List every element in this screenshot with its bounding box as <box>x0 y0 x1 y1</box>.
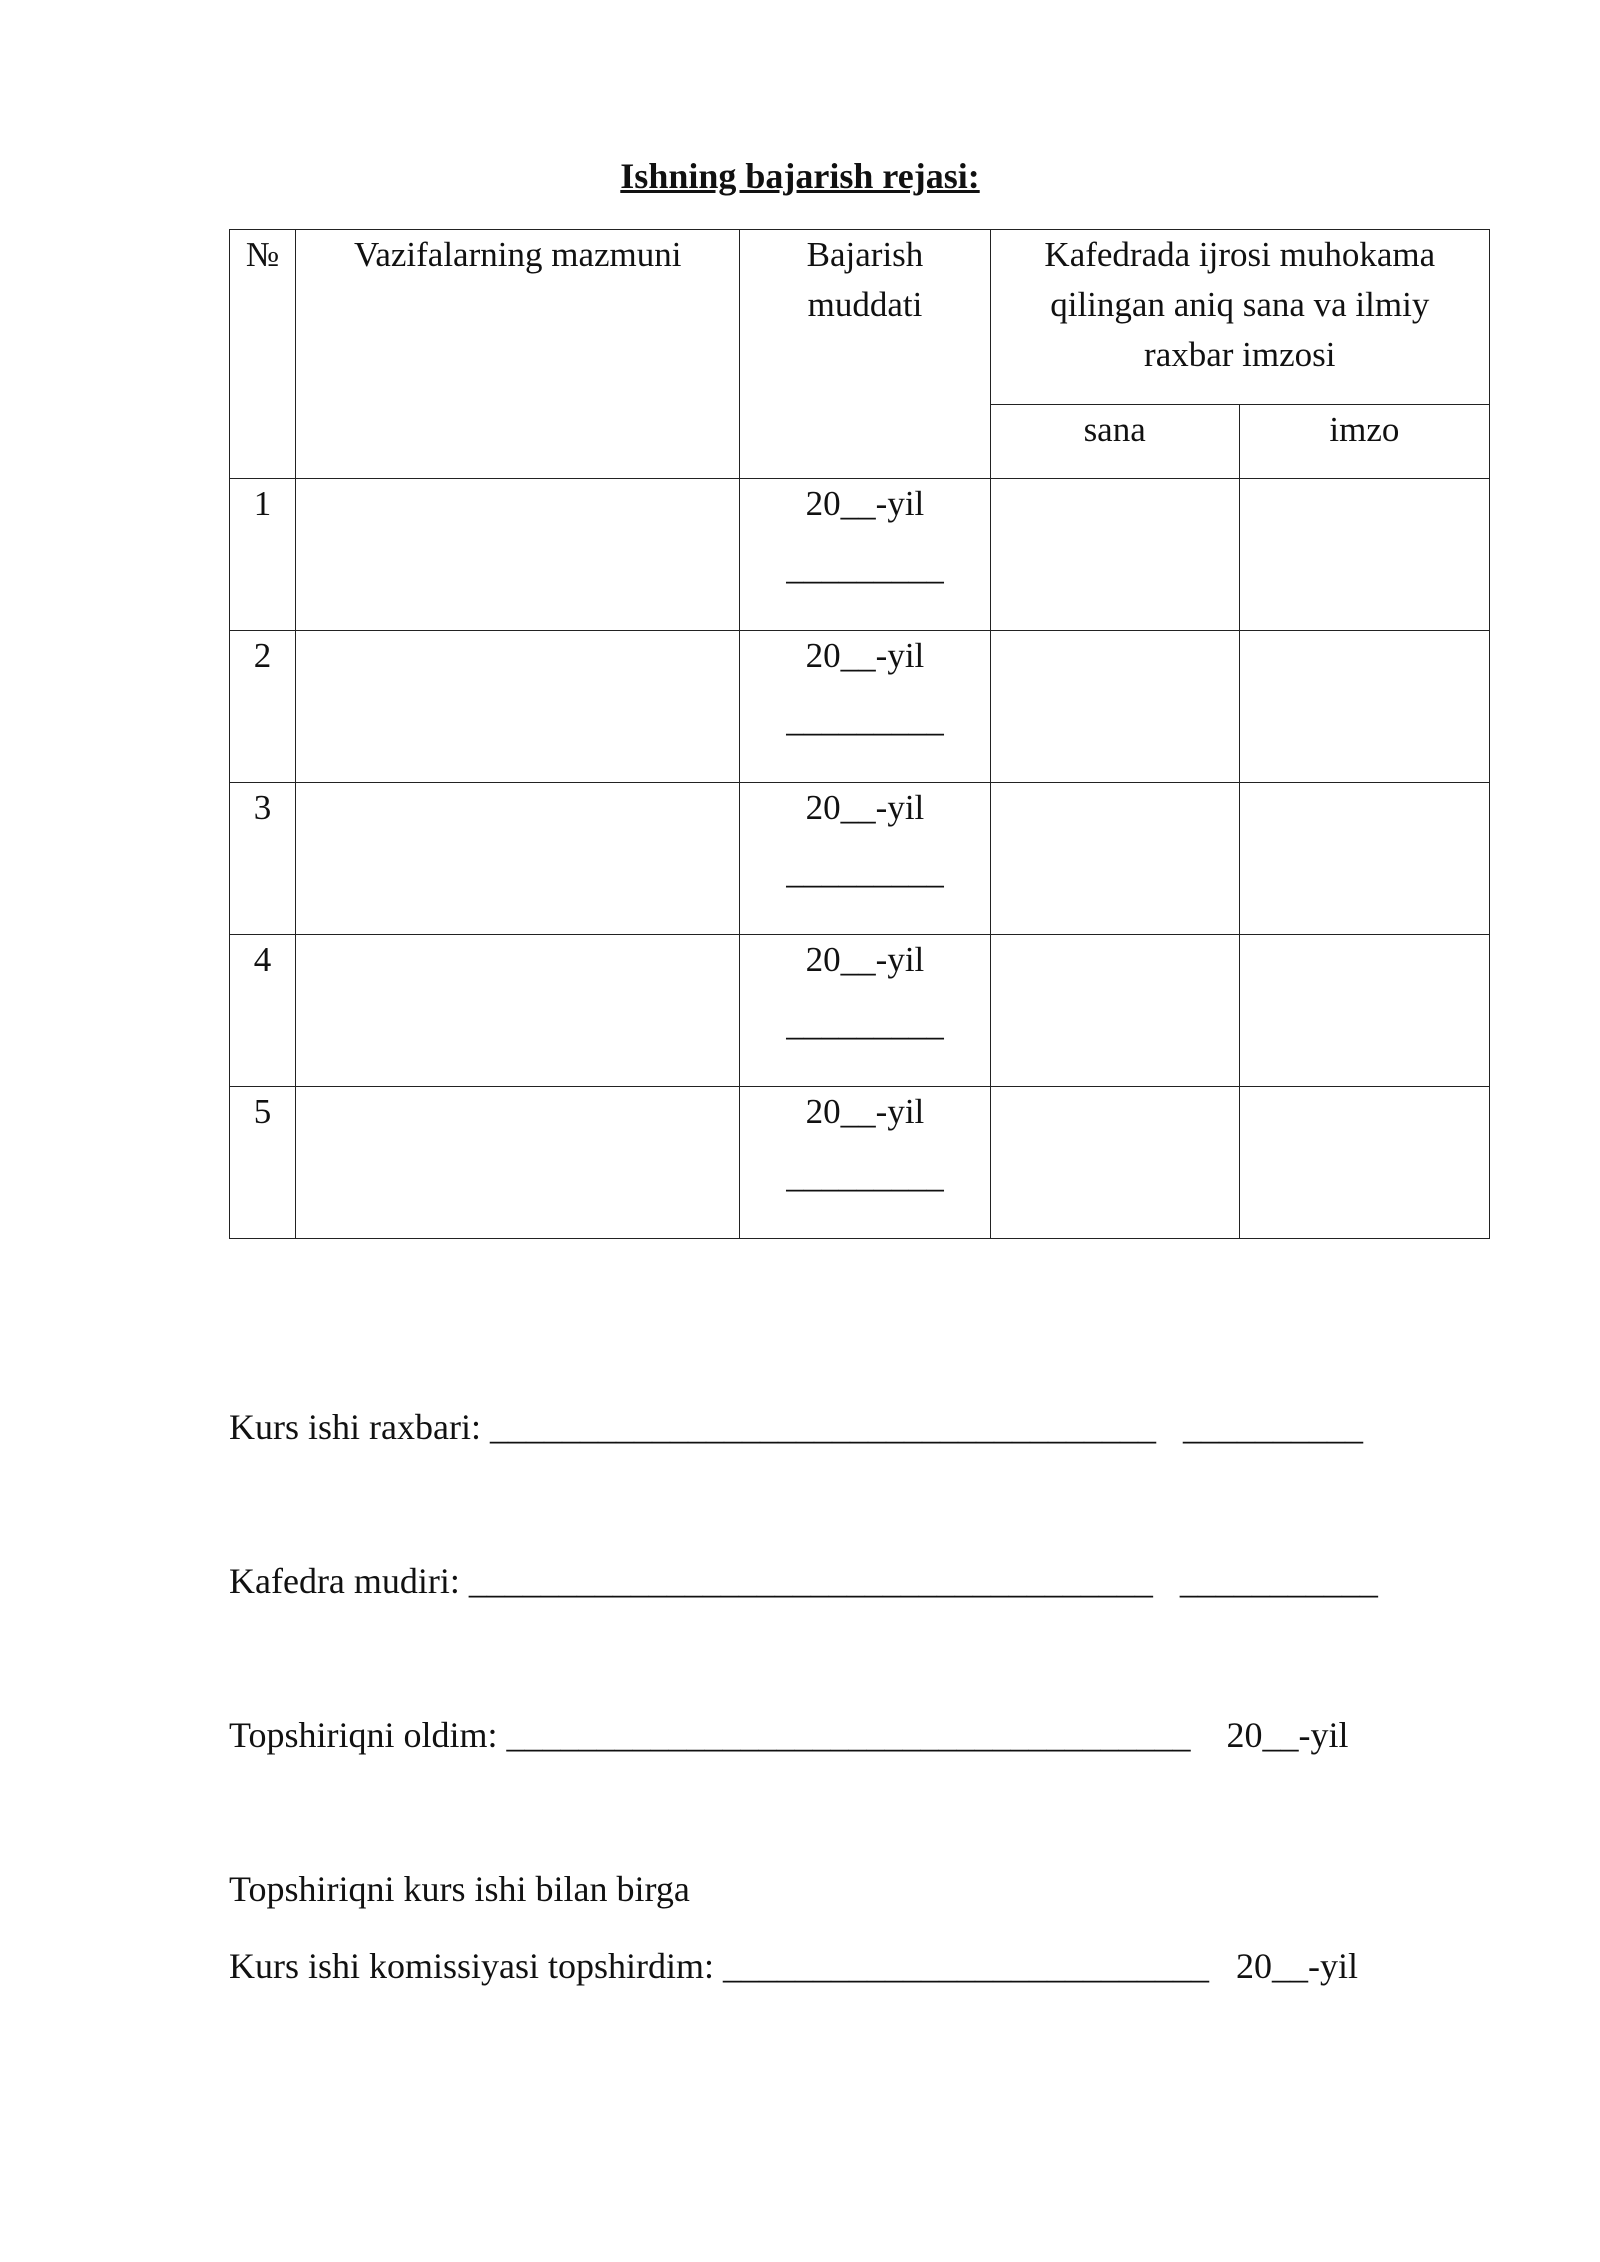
deadline-cell <box>740 783 990 935</box>
header-kafedra: Kafedrada ijrosi muhokama qilingan aniq sana va ilmiy raxbar imzosi <box>990 230 1489 405</box>
row-number: 2 <box>230 631 296 783</box>
deadline-year: 20__-yil <box>805 1092 925 1131</box>
row-number: 5 <box>230 1087 296 1239</box>
deadline-blank: _________ <box>786 700 944 739</box>
sana-cell[interactable] <box>990 1087 1239 1239</box>
header-number: № <box>230 230 296 479</box>
task-cell[interactable] <box>296 783 740 935</box>
deadline-blank: _________ <box>786 1156 944 1195</box>
deadline-year: 20__-yil <box>805 940 925 979</box>
plan-table <box>229 229 1490 1239</box>
header-imzo: imzo <box>1239 405 1489 479</box>
deadline-cell <box>740 935 990 1087</box>
deadline-cell <box>740 1087 990 1239</box>
signature-line-rahbar: Kurs ishi raxbari: _____________________________________ __________ <box>229 1407 1363 1447</box>
task-cell[interactable] <box>296 479 740 631</box>
table-row <box>230 631 1490 783</box>
task-cell[interactable] <box>296 1087 740 1239</box>
note-birga: Topshiriqni kurs ishi bilan birga <box>229 1869 690 1909</box>
header-deadline: Bajarish muddati <box>740 230 990 479</box>
deadline-blank: _________ <box>786 852 944 891</box>
deadline-blank: _________ <box>786 548 944 587</box>
deadline-year: 20__-yil <box>805 636 925 675</box>
sana-cell[interactable] <box>990 479 1239 631</box>
sana-cell[interactable] <box>990 783 1239 935</box>
table-row <box>230 935 1490 1087</box>
deadline-cell <box>740 631 990 783</box>
deadline-year: 20__-yil <box>805 484 925 523</box>
row-number: 4 <box>230 935 296 1087</box>
imzo-cell[interactable] <box>1239 1087 1489 1239</box>
sana-cell[interactable] <box>990 935 1239 1087</box>
signature-line-oldim: Topshiriqni oldim: ______________________________________ 20__-yil <box>229 1715 1349 1755</box>
row-number: 3 <box>230 783 296 935</box>
signature-line-mudir: Kafedra mudiri: ______________________________________ ___________ <box>229 1561 1378 1601</box>
task-cell[interactable] <box>296 631 740 783</box>
task-cell[interactable] <box>296 935 740 1087</box>
imzo-cell[interactable] <box>1239 935 1489 1087</box>
imzo-cell[interactable] <box>1239 631 1489 783</box>
imzo-cell[interactable] <box>1239 479 1489 631</box>
row-number: 1 <box>230 479 296 631</box>
deadline-cell <box>740 479 990 631</box>
header-task-content: Vazifalarning mazmuni <box>296 230 740 479</box>
table-row <box>230 783 1490 935</box>
deadline-blank: _________ <box>786 1004 944 1043</box>
table-row <box>230 1087 1490 1239</box>
table-row <box>230 479 1490 631</box>
sana-cell[interactable] <box>990 631 1239 783</box>
imzo-cell[interactable] <box>1239 783 1489 935</box>
header-sana: sana <box>990 405 1239 479</box>
signature-line-komissiya: Kurs ishi komissiyasi topshirdim: ___________________________ 20__-yil <box>229 1946 1359 1986</box>
deadline-year: 20__-yil <box>805 788 925 827</box>
page-title: Ishning bajarish rejasi: <box>620 156 980 196</box>
